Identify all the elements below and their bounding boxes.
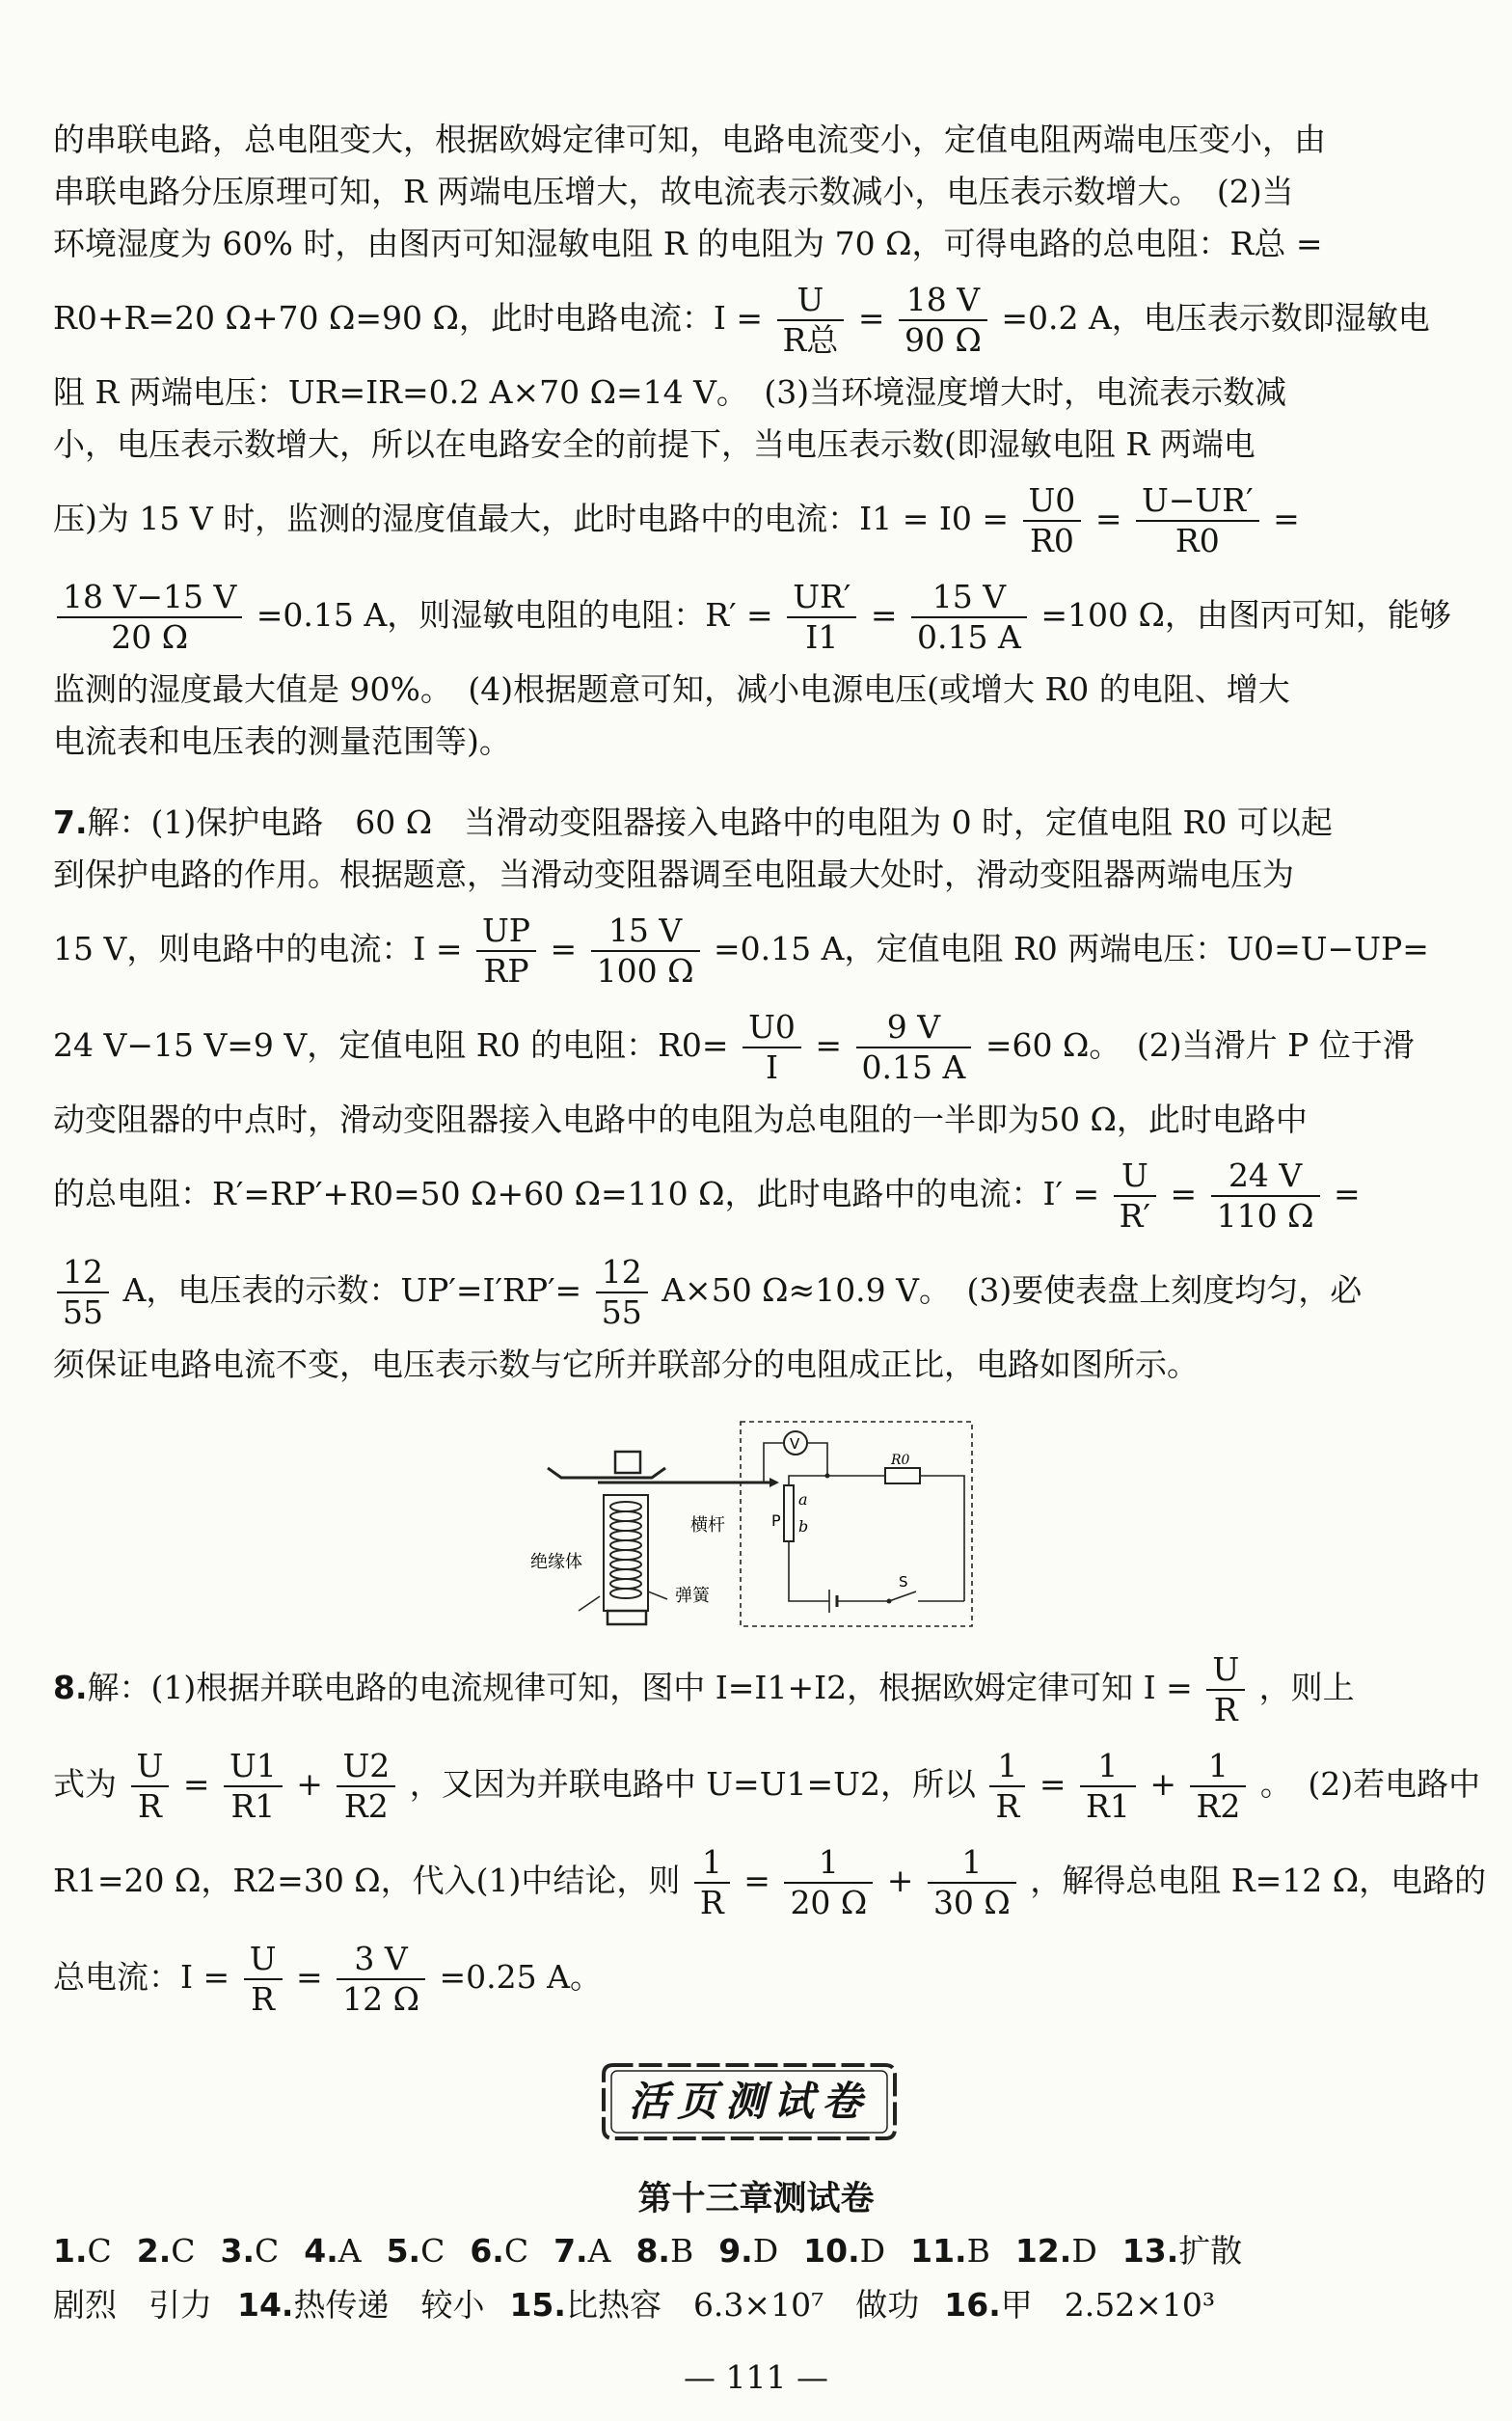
answer-item: [470, 2224, 528, 2278]
text-line: 监测的湿度最大值是 90%。 (4)根据题意可知，减小电源电压(或增大 R0 的电阻、增大: [53, 670, 1290, 708]
numerator: 1: [1080, 1747, 1136, 1787]
answer-number: 2.: [136, 2232, 172, 2270]
answer-value: A: [587, 2232, 611, 2270]
formula-line: [53, 471, 1459, 567]
rod-arrow: [770, 1478, 779, 1487]
answer-value: D: [1071, 2232, 1097, 2270]
numerator: 12: [596, 1253, 648, 1293]
answer-number: 12.: [1014, 2232, 1072, 2270]
answer-value: D: [859, 2232, 886, 2270]
numerator: U0: [1023, 481, 1082, 522]
answer-value: C: [87, 2232, 112, 2270]
text-segment: =: [1273, 500, 1300, 537]
text-segment: ，解得总电阻 R=12 Ω，电路的: [1030, 1862, 1487, 1899]
fraction: [596, 1253, 648, 1332]
text-line: 小，电压表示数增大，所以在电路安全的前提下，当电压表示数(即湿敏电阻 R 两端电: [53, 425, 1256, 463]
numerator: 18 V−15 V: [57, 578, 242, 618]
numerator: 1: [1190, 1747, 1246, 1787]
answer-item: [635, 2224, 693, 2278]
circuit-diagram: [530, 1418, 984, 1635]
text-line: 串联电路分压原理可知，R 两端电压增大，故电流表示数减小，电压表示数增大。 (2)当: [53, 173, 1294, 210]
fraction: [742, 1008, 801, 1087]
text-segment: 。 (2)若电路中: [1259, 1765, 1481, 1803]
fraction: [899, 281, 987, 360]
formula-line: [53, 567, 1459, 664]
denominator: R: [995, 1787, 1020, 1825]
text-segment: =: [182, 1765, 210, 1803]
text-line: 动变阻器的中点时，滑动变阻器接入电路中的电阻为总电阻的一半即为50 Ω，此时电路中: [53, 1101, 1308, 1138]
answer-item: [803, 2224, 885, 2278]
fraction: [1080, 1747, 1136, 1826]
text-segment: R0+R=20 Ω+70 Ω=90 Ω，此时电路电流：I =: [53, 299, 763, 337]
text-segment: =: [743, 1862, 770, 1899]
denominator: R2: [343, 1787, 389, 1825]
denominator: 100 Ω: [596, 952, 694, 990]
formula-line: [53, 1736, 1481, 1833]
answer-number: 1.: [53, 2232, 88, 2270]
answer-number: 16.: [944, 2286, 1001, 2324]
denominator: R0: [1029, 522, 1074, 559]
fraction: [1211, 1156, 1320, 1236]
text-line: 阻 R 两端电压：UR=IR=0.2 A×70 Ω=14 V。 (3)当环境湿度增大时，电流表示数减: [53, 373, 1287, 411]
denominator: R: [699, 1884, 724, 1921]
wire-bottom-left: [789, 1541, 829, 1601]
text-segment: 解：(1)根据并联电路的电流规律可知，图中 I=I1+I2，根据欧姆定律可知 I =: [87, 1669, 1193, 1706]
text-segment: =: [1334, 1175, 1361, 1212]
answer-item: [718, 2224, 778, 2278]
answer-row: [53, 2278, 1471, 2332]
label-v: V: [790, 1435, 800, 1453]
formula-line: [53, 901, 1459, 997]
numerator: 24 V: [1211, 1156, 1320, 1197]
fraction: [694, 1843, 730, 1922]
answer-number: 9.: [718, 2232, 753, 2270]
answer-number: 4.: [304, 2232, 338, 2270]
answer-item: [387, 2224, 446, 2278]
answer-item: [1122, 2224, 1242, 2278]
platform-post: [615, 1452, 640, 1473]
fraction: [784, 1843, 873, 1922]
text-line: 须保证电路电流不变，电压表示数与它所并联部分的电阻成正比，电路如图所示。: [53, 1346, 1199, 1383]
text-segment: =: [815, 1026, 843, 1064]
formula-line: [53, 997, 1459, 1094]
text-segment: =: [857, 299, 885, 337]
answer-item: [137, 2224, 196, 2278]
denominator: 12 Ω: [342, 1980, 419, 2018]
fraction: [244, 1940, 283, 2019]
fraction: [777, 281, 845, 360]
text-segment: =: [1039, 1765, 1066, 1803]
spring-leader: [648, 1591, 667, 1599]
label-spring: 弹簧: [675, 1586, 710, 1606]
denominator: 90 Ω: [904, 321, 982, 359]
numerator: U1: [224, 1747, 283, 1787]
label-p: P: [771, 1511, 781, 1530]
answer-value: 扩散: [1178, 2232, 1243, 2270]
answer-row: [53, 2224, 1471, 2278]
numerator: 18 V: [899, 281, 987, 321]
answer-number: 15.: [509, 2286, 566, 2324]
tray: [548, 1468, 665, 1478]
fraction: [57, 1253, 109, 1332]
fraction: [911, 578, 1027, 657]
text-segment: R1=20 Ω，R2=30 Ω，代入(1)中结论，则: [53, 1862, 681, 1899]
denominator: R1: [1085, 1787, 1130, 1825]
fraction: [57, 578, 242, 657]
answer-6-continued: [53, 114, 1459, 768]
denominator: R1: [230, 1787, 276, 1825]
text-segment: +: [886, 1862, 914, 1899]
formula-line: [53, 1242, 1459, 1339]
fraction: [1136, 481, 1259, 560]
answer-item: [509, 2278, 919, 2332]
fraction: [1114, 1156, 1156, 1236]
fraction: [131, 1747, 170, 1826]
answer-number: 11.: [910, 2232, 967, 2270]
label-a: a: [798, 1490, 808, 1509]
answer-number: 5.: [386, 2232, 421, 2270]
denominator: R总: [782, 321, 839, 359]
text-segment: =0.15 A，则湿敏电阻的电阻：R′ =: [256, 596, 773, 634]
denominator: R2: [1196, 1787, 1241, 1825]
text-segment: =: [1094, 500, 1122, 537]
numerator: 1: [694, 1843, 730, 1884]
answer-number: 7.: [554, 2232, 588, 2270]
chapter-title: 第十三章测试卷: [637, 2179, 875, 2218]
denominator: R: [1213, 1691, 1238, 1728]
answer-number: 10.: [803, 2232, 860, 2270]
text-segment: =60 Ω。 (2)当滑片 P 位于滑: [985, 1026, 1415, 1064]
answer-value: 甲 2.52×10³: [1000, 2286, 1216, 2324]
numerator: U: [1206, 1650, 1245, 1691]
text-segment: A×50 Ω≈10.9 V。 (3)要使表盘上刻度均匀，必: [662, 1271, 1363, 1309]
text-segment: =: [296, 1958, 323, 1996]
formula-line: [53, 1146, 1459, 1242]
switch-blade: [889, 1591, 916, 1601]
answer-item: [1015, 2224, 1097, 2278]
denominator: I1: [805, 618, 839, 656]
answer-item: [221, 2224, 280, 2278]
answer-value: D: [752, 2232, 779, 2270]
denominator: 0.15 A: [917, 618, 1021, 656]
text-segment: ，则上: [1258, 1669, 1355, 1706]
fraction: [1206, 1650, 1245, 1729]
text-segment: =0.2 A，电压表示数即湿敏电: [1001, 299, 1430, 337]
numerator: U−UR′: [1136, 481, 1259, 522]
text-segment: =: [870, 596, 898, 634]
answer-number: 8.: [635, 2232, 670, 2270]
fraction: [591, 911, 700, 991]
answer-value: A: [338, 2232, 362, 2270]
denominator: 55: [63, 1293, 103, 1331]
denominator: R: [137, 1787, 162, 1825]
numerator: U: [1114, 1156, 1156, 1197]
text-segment: 压)为 15 V 时，监测的湿度值最大，此时电路中的电流：I1 = I0 =: [53, 500, 1009, 537]
numerator: 3 V: [337, 1940, 425, 1980]
answer-value: C: [171, 2232, 196, 2270]
denominator: R: [251, 1980, 276, 2018]
text-segment: 解：(1)保护电路 60 Ω 当滑动变阻器接入电路中的电阻为 0 时，定值电阻 R0 可以起: [87, 803, 1333, 841]
label-s: S: [899, 1573, 908, 1591]
answer-item: [53, 2278, 212, 2332]
text-segment: =: [1170, 1175, 1198, 1212]
text-line: 环境湿度为 60% 时，由图丙可知湿敏电阻 R 的电阻为 70 Ω，可得电路的总电阻：R总 =: [53, 225, 1323, 262]
formula-line: [53, 270, 1459, 367]
numerator: U2: [337, 1747, 395, 1787]
banner-title: 活页测试卷: [628, 2078, 870, 2125]
text-segment: =0.25 A。: [439, 1958, 602, 1996]
fraction: [989, 1747, 1025, 1826]
question-number: 7.: [53, 803, 88, 841]
text-segment: 总电流：I =: [53, 1958, 230, 1996]
text-segment: 15 V，则电路中的电流：I =: [53, 930, 463, 967]
answer-item: [237, 2278, 484, 2332]
answer-value: 比热容 6.3×10⁷ 做功: [565, 2286, 920, 2324]
denominator: R′: [1119, 1197, 1151, 1235]
text-segment: =: [550, 930, 578, 967]
numerator: U: [244, 1940, 283, 1980]
answer-item: [304, 2224, 361, 2278]
answer-key: [53, 2224, 1471, 2332]
wire-v-right: [807, 1443, 827, 1476]
numerator: UP: [476, 911, 536, 952]
answer-8: [53, 1640, 1487, 2026]
label-rod: 横杆: [690, 1515, 725, 1536]
answer-value: C: [420, 2232, 446, 2270]
fraction: [1023, 481, 1082, 560]
spring-coils: [610, 1502, 641, 1598]
text-segment: =100 Ω，由图丙可知，能够: [1040, 596, 1451, 634]
insulator-leader: [579, 1596, 600, 1611]
answer-7: [53, 797, 1459, 1391]
label-insulator: 绝缘体: [530, 1552, 582, 1572]
text-line: 的串联电路，总电阻变大，根据欧姆定律可知，电路电流变小，定值电阻两端电压变小，由: [53, 121, 1326, 158]
formula-line: [53, 1640, 1459, 1736]
rheostat: [784, 1485, 794, 1541]
wire-top: [789, 1476, 964, 1601]
text-segment: =0.15 A，定值电阻 R0 两端电压：U0=U−UP=: [714, 930, 1429, 967]
answer-item: [554, 2224, 610, 2278]
numerator: 1: [989, 1747, 1025, 1787]
denominator: 0.15 A: [861, 1048, 966, 1086]
text-segment: 式为: [53, 1765, 117, 1803]
text-segment: 的总电阻：R′=RP′+R0=50 Ω+60 Ω=110 Ω，此时电路中的电流：I′ =: [53, 1175, 1100, 1212]
numerator: U: [777, 281, 845, 321]
wire-v-left: [764, 1443, 784, 1483]
denominator: RP: [483, 952, 529, 990]
fraction: [337, 1940, 425, 2019]
numerator: 1: [784, 1843, 873, 1884]
fraction: [224, 1747, 283, 1826]
numerator: 15 V: [591, 911, 700, 952]
denominator: 30 Ω: [932, 1884, 1011, 1921]
text-segment: +: [1149, 1765, 1176, 1803]
answer-item: [944, 2278, 1215, 2332]
answer-item: [53, 2224, 112, 2278]
answer-number: 3.: [220, 2232, 255, 2270]
numerator: 15 V: [911, 578, 1027, 618]
answer-value: 剧烈 引力: [53, 2286, 212, 2324]
denominator: 110 Ω: [1216, 1197, 1314, 1235]
denominator: 20 Ω: [111, 618, 189, 656]
denominator: 55: [601, 1293, 642, 1331]
numerator: 1: [928, 1843, 1016, 1884]
text-segment: 24 V−15 V=9 V，定值电阻 R0 的电阻：R0=: [53, 1026, 729, 1064]
page-number: — 111 —: [684, 2358, 828, 2396]
resistor-r0: [885, 1468, 920, 1483]
numerator: U0: [742, 1008, 801, 1048]
denominator: I: [765, 1048, 778, 1086]
fraction: [928, 1843, 1016, 1922]
text-line: 到保护电路的作用。根据题意，当滑动变阻器调至电阻最大处时，滑动变阻器两端电压为: [53, 856, 1294, 893]
text-segment: +: [296, 1765, 323, 1803]
numerator: U: [131, 1747, 170, 1787]
numerator: UR′: [787, 578, 856, 618]
answer-value: C: [255, 2232, 280, 2270]
label-b: b: [798, 1517, 809, 1536]
answer-value: B: [669, 2232, 694, 2270]
answer-value: C: [503, 2232, 529, 2270]
fraction: [856, 1008, 972, 1087]
fraction: [476, 911, 536, 991]
text-line: [53, 797, 1459, 849]
text-segment: ，又因为并联电路中 U=U1=U2，所以: [409, 1765, 976, 1803]
fraction: [787, 578, 856, 657]
base: [608, 1611, 646, 1624]
formula-line: [53, 1929, 1459, 2026]
text-line: 电流表和电压表的测量范围等)。: [53, 722, 511, 760]
denominator: 20 Ω: [790, 1884, 868, 1921]
formula-line: [53, 1833, 1487, 1929]
fraction: [1190, 1747, 1246, 1826]
section-banner: [600, 2059, 899, 2144]
answer-number: 6.: [470, 2232, 504, 2270]
numerator: 9 V: [856, 1008, 972, 1048]
answer-value: 热传递 较小: [293, 2286, 485, 2324]
numerator: 12: [57, 1253, 109, 1293]
label-r0: R0: [891, 1453, 910, 1468]
fraction: [337, 1747, 395, 1826]
answer-number: 14.: [237, 2286, 294, 2324]
answer-item: [910, 2224, 990, 2278]
denominator: R0: [1174, 522, 1220, 559]
question-number: 8.: [53, 1669, 88, 1706]
answer-value: B: [966, 2232, 990, 2270]
text-segment: A，电压表的示数：UP′=I′RP′=: [122, 1271, 582, 1309]
answer-number: 13.: [1121, 2232, 1179, 2270]
